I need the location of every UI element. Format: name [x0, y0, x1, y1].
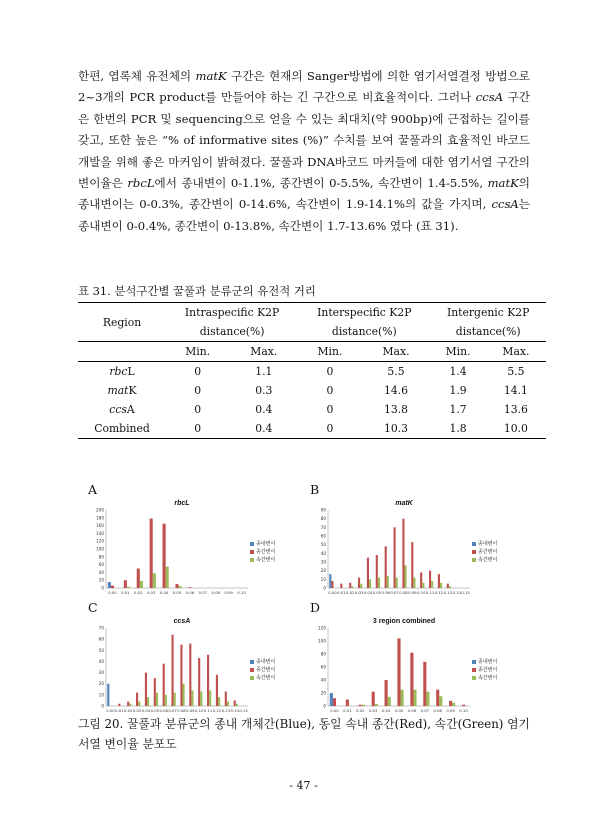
- chart-legend: [472, 540, 497, 564]
- y-tick-label: 90: [320, 507, 326, 513]
- bar: [124, 580, 127, 588]
- y-tick-label: 60: [98, 562, 104, 568]
- chart-svg: [88, 500, 276, 600]
- x-tick-label: 0.09: [224, 590, 233, 595]
- bar: [375, 704, 378, 706]
- x-tick-label: 0.12: [212, 708, 222, 713]
- x-tick-label: 0.08: [177, 708, 186, 713]
- bar: [174, 693, 176, 706]
- x-tick-label: 0.00: [330, 708, 339, 713]
- x-tick-label: 0.06: [159, 708, 168, 713]
- y-tick-label: 120: [318, 625, 326, 631]
- legend-swatch: [472, 558, 476, 562]
- x-tick-label: 0.03: [354, 590, 364, 595]
- chart-title: 3 region combined: [372, 618, 436, 625]
- chart-title: rbcL: [174, 500, 190, 507]
- bar: [440, 583, 442, 588]
- y-tick-label: 0: [101, 585, 104, 591]
- bar: [439, 696, 442, 706]
- bar: [449, 701, 452, 706]
- min-header: Min.: [298, 342, 361, 362]
- x-tick-label: 0.00: [328, 590, 337, 595]
- y-tick-label: 20: [320, 568, 326, 574]
- bar: [378, 578, 380, 588]
- y-tick-label: 80: [320, 516, 326, 522]
- bar: [127, 587, 130, 588]
- bar: [163, 664, 165, 706]
- x-tick-label: 0.15: [461, 590, 470, 595]
- x-tick-label: 0.10: [237, 590, 246, 595]
- bar: [107, 684, 109, 706]
- region-name: Combined: [78, 419, 166, 439]
- cell: 0: [194, 384, 202, 397]
- y-tick-label: 100: [318, 638, 326, 644]
- cell: 0.3: [255, 384, 273, 397]
- y-tick-label: 20: [320, 690, 326, 696]
- y-tick-label: 20: [98, 681, 104, 687]
- y-tick-label: 160: [96, 523, 104, 529]
- cell: 1.7: [449, 403, 467, 416]
- bar: [367, 558, 369, 588]
- legend-swatch: [472, 676, 476, 680]
- x-tick-label: 0.03: [368, 708, 378, 713]
- bar: [127, 702, 129, 706]
- legend-entry: [250, 666, 275, 674]
- x-tick-label: 0.01: [343, 708, 352, 713]
- panel-letter-c: C: [88, 600, 98, 615]
- x-tick-label: 0.07: [420, 708, 430, 713]
- bar: [175, 584, 178, 588]
- bar: [150, 519, 153, 588]
- y-tick-label: 40: [320, 677, 326, 683]
- bar: [183, 684, 185, 706]
- x-tick-label: 0.15: [239, 708, 248, 713]
- bar: [154, 678, 156, 706]
- x-tick-label: 0.03: [132, 708, 142, 713]
- x-tick-label: 0.01: [121, 590, 130, 595]
- x-tick-label: 0.05: [394, 708, 404, 713]
- bar: [180, 645, 182, 706]
- bar: [340, 584, 342, 588]
- table-row: [78, 362, 546, 382]
- y-tick-label: 10: [98, 692, 104, 698]
- bar: [462, 705, 465, 706]
- y-tick-label: 40: [320, 550, 326, 556]
- chart-title: ccsA: [173, 618, 191, 625]
- text-run: 구간은 한번의 PCR 및 sequencing으로 얻을 수 있는 최대치(약 900bp)에 근접하는 길이를 갖고, 또한 높은 “% of informative sites (%)” 수치를 보여 꿀풀과의 효율적인 바코드 개발을 위해 좋은 마커임이 밝혀졌다. 꿀풀과 DNA바코드 마커들에 대한 염기서열 구간의 변이율은: [78, 90, 530, 191]
- text-run: 구간은 현재의 Sanger방법에 의한 염기서열결정 방법으로 2~3개의 PCR product를 만들어야 하는 긴 구간으로 비효율적이다. 그러나: [78, 69, 530, 105]
- legend-swatch: [250, 550, 254, 554]
- legend-entry: [472, 540, 497, 548]
- legend-label: 종간변이: [478, 667, 498, 673]
- bar: [411, 542, 413, 588]
- legend-label: 종간변이: [256, 667, 276, 673]
- bar: [118, 704, 120, 706]
- cell: 13.6: [503, 403, 528, 416]
- intergenic-header: Intergenic K2P: [430, 303, 546, 323]
- y-tick-label: 0: [323, 585, 326, 591]
- y-tick-label: 80: [320, 651, 326, 657]
- legend-swatch: [250, 676, 254, 680]
- bar: [140, 581, 143, 588]
- cell: 0: [298, 362, 361, 382]
- x-tick-label: 0.08: [399, 590, 408, 595]
- interspecific-unit: distance(%): [331, 325, 397, 338]
- bar: [166, 567, 169, 588]
- bar: [385, 680, 388, 706]
- cell: 0.4: [255, 403, 273, 416]
- bar: [234, 700, 236, 706]
- x-tick-label: 0.08: [433, 708, 442, 713]
- bar: [216, 675, 218, 706]
- chart-svg: [88, 618, 276, 718]
- x-tick-label: 0.04: [141, 708, 151, 713]
- region-name: ccsA: [109, 403, 135, 416]
- cell: 5.5: [362, 362, 431, 382]
- histogram-ccsa: [88, 618, 276, 718]
- bar: [108, 582, 111, 588]
- table-row: [78, 381, 546, 400]
- x-tick-label: 0.06: [185, 590, 195, 595]
- legend-label: 종간변이: [256, 549, 276, 555]
- bar: [138, 702, 140, 706]
- x-tick-label: 0.05: [150, 708, 160, 713]
- max-header: Max.: [229, 342, 298, 362]
- cell: 0: [326, 384, 334, 397]
- legend-swatch: [250, 542, 254, 546]
- y-tick-label: 0: [101, 703, 104, 709]
- min-header: Min.: [166, 342, 229, 362]
- legend-label: 종내변이: [256, 541, 276, 547]
- bar: [330, 693, 333, 706]
- x-tick-label: 0.00: [106, 708, 115, 713]
- y-tick-label: 0: [323, 703, 326, 709]
- y-tick-label: 200: [96, 507, 104, 513]
- bar: [429, 571, 431, 588]
- bar: [153, 573, 156, 588]
- table-row: [78, 400, 546, 419]
- legend-entry: [472, 556, 497, 564]
- y-tick-label: 70: [320, 524, 326, 530]
- intraspecific-header: Intraspecific K2P: [166, 303, 298, 323]
- y-tick-label: 10: [320, 576, 326, 582]
- y-tick-label: 40: [98, 569, 104, 575]
- x-tick-label: 0.13: [443, 590, 453, 595]
- bar: [452, 703, 455, 706]
- bar: [156, 693, 158, 706]
- legend-label: 속간변이: [256, 557, 276, 563]
- body-paragraph: [78, 66, 530, 237]
- x-tick-label: 0.01: [115, 708, 124, 713]
- y-tick-label: 60: [98, 636, 104, 642]
- gene-name: matK: [195, 69, 227, 83]
- bar: [179, 586, 182, 588]
- bar: [218, 697, 220, 706]
- legend-entry: [250, 556, 275, 564]
- y-tick-label: 30: [320, 559, 326, 565]
- bar: [136, 693, 138, 706]
- cell: 1.8: [430, 419, 485, 439]
- bar: [198, 658, 200, 706]
- x-tick-label: 0.10: [194, 708, 204, 713]
- x-tick-label: 0.00: [108, 590, 117, 595]
- legend-label: 속간변이: [478, 675, 498, 681]
- figure-caption: 그림 20. 꿀풀과 분류군의 종내 개체간(Blue), 동일 속내 종간(Red), 속간(Green) 염기서열 변이율 분포도: [78, 717, 530, 751]
- bar: [449, 586, 451, 588]
- legend-swatch: [472, 550, 476, 554]
- legend-label: 종내변이: [478, 541, 498, 547]
- cell: 1.1: [229, 362, 298, 382]
- bar: [431, 581, 433, 588]
- legend-label: 속간변이: [256, 675, 276, 681]
- x-tick-label: 0.05: [372, 590, 382, 595]
- y-tick-label: 40: [98, 658, 104, 664]
- bar: [129, 704, 131, 706]
- bar: [422, 583, 424, 588]
- panel-letter-b: B: [310, 482, 320, 497]
- y-tick-label: 50: [320, 542, 326, 548]
- max-header: Max.: [486, 342, 546, 362]
- x-tick-label: 0.04: [159, 590, 169, 595]
- bar: [329, 574, 331, 588]
- cell: 0: [166, 362, 229, 382]
- x-tick-label: 0.01: [337, 590, 346, 595]
- bar: [420, 572, 422, 588]
- bar: [388, 697, 391, 706]
- cell: 0: [298, 419, 361, 439]
- cell: 14.6: [383, 384, 409, 397]
- cell: 5.5: [486, 362, 546, 382]
- bar: [145, 673, 147, 706]
- bar: [200, 692, 202, 706]
- region-name: rbcL: [78, 362, 166, 382]
- gene-name: matK: [487, 176, 519, 191]
- bar: [209, 690, 211, 706]
- x-tick-label: 0.14: [230, 708, 239, 713]
- bar: [372, 692, 375, 706]
- bar: [358, 578, 360, 588]
- y-tick-label: 180: [96, 515, 104, 521]
- cell: 1.9: [449, 384, 467, 397]
- legend-entry: [472, 666, 497, 674]
- x-tick-label: 0.09: [446, 708, 455, 713]
- intergenic-unit: distance(%): [455, 325, 521, 338]
- cell: 0.4: [229, 419, 298, 439]
- legend-swatch: [250, 558, 254, 562]
- bar: [331, 581, 333, 588]
- y-tick-label: 100: [96, 546, 104, 552]
- x-tick-label: 0.04: [363, 590, 373, 595]
- legend-entry: [472, 658, 497, 666]
- y-tick-label: 30: [98, 670, 104, 676]
- table-caption: 표 31. 분석구간별 꿀풀과 분류군의 유전적 거리: [78, 284, 316, 298]
- cell: 0: [194, 403, 202, 416]
- x-tick-label: 0.10: [459, 708, 468, 713]
- bar: [385, 546, 387, 588]
- bar: [405, 565, 407, 588]
- bar: [401, 690, 404, 706]
- x-tick-label: 0.07: [390, 590, 399, 595]
- legend-swatch: [472, 668, 476, 672]
- bar: [393, 527, 395, 588]
- bar: [165, 695, 167, 706]
- x-tick-label: 0.06: [381, 590, 390, 595]
- bar: [360, 584, 362, 588]
- bar: [207, 655, 209, 706]
- x-tick-label: 0.02: [123, 708, 133, 713]
- gene-name: ccsA: [475, 90, 504, 105]
- bar: [359, 705, 362, 706]
- x-tick-label: 0.04: [381, 708, 391, 713]
- cell: 14.1: [503, 384, 528, 397]
- bar: [397, 638, 400, 706]
- bar: [236, 704, 238, 706]
- intraspecific-unit: distance(%): [199, 325, 265, 338]
- legend-label: 종내변이: [478, 659, 498, 665]
- bar: [413, 578, 415, 588]
- bar: [191, 690, 193, 706]
- x-tick-label: 0.06: [407, 708, 417, 713]
- bar: [376, 555, 378, 588]
- cell: 0: [166, 419, 229, 439]
- x-tick-label: 0.09: [186, 708, 195, 713]
- minmax-header-row: [78, 342, 546, 362]
- chart-legend: [472, 658, 497, 682]
- bar: [349, 583, 351, 588]
- cell: 0: [326, 403, 334, 416]
- y-tick-label: 70: [98, 625, 104, 631]
- bar: [362, 705, 365, 706]
- legend-label: 종간변이: [478, 549, 498, 555]
- cell: 10.0: [486, 419, 546, 439]
- y-tick-label: 20: [98, 577, 104, 583]
- x-tick-label: 0.11: [425, 590, 435, 595]
- bar: [402, 519, 404, 588]
- chart-svg: [310, 500, 498, 600]
- legend-swatch: [472, 542, 476, 546]
- x-tick-label: 0.02: [134, 590, 143, 595]
- legend-swatch: [250, 660, 254, 664]
- legend-entry: [250, 658, 275, 666]
- x-tick-label: 0.07: [168, 708, 177, 713]
- x-tick-label: 0.05: [172, 590, 182, 595]
- text-run: 에서 종내변이 0-1.1%, 종간변이 0-5.5%, 속간변이 1.4-5.5%,: [154, 176, 488, 191]
- chart-legend: [250, 540, 275, 564]
- y-tick-label: 50: [98, 647, 104, 653]
- bar: [426, 692, 429, 706]
- bar: [438, 574, 440, 588]
- bar: [171, 635, 173, 706]
- y-tick-label: 80: [98, 554, 104, 560]
- bar: [346, 700, 349, 707]
- x-tick-label: 0.13: [221, 708, 231, 713]
- legend-entry: [250, 548, 275, 556]
- region-name: matK: [107, 384, 137, 397]
- bar: [188, 587, 191, 588]
- x-tick-label: 0.09: [408, 590, 417, 595]
- text-run: 는 종내변이 0-0.4%, 종간변이 0-13.8%, 속간변이 1.7-13.6% 였다 (표 31).: [78, 197, 530, 233]
- legend-label: 종내변이: [256, 659, 276, 665]
- histogram-rbcl: [88, 500, 276, 600]
- histogram-combined: [310, 618, 498, 718]
- chart-legend: [250, 658, 275, 682]
- text-run: 한편, 엽록체 유전체의: [78, 69, 196, 83]
- legend-swatch: [472, 660, 476, 664]
- x-tick-label: 0.07: [198, 590, 208, 595]
- text-run: 의 종내변이는 0-0.3%, 종간변이 0-14.6%, 속간변이 1.9-14.1%의 값을 가지며,: [78, 176, 530, 212]
- legend-entry: [250, 540, 275, 548]
- y-tick-label: 140: [96, 530, 104, 536]
- legend-swatch: [250, 668, 254, 672]
- page-number: - 47 -: [289, 779, 318, 792]
- bar: [163, 524, 166, 588]
- x-tick-label: 0.02: [345, 590, 355, 595]
- x-tick-label: 0.02: [356, 708, 365, 713]
- y-tick-label: 60: [320, 533, 326, 539]
- panel-letter-d: D: [310, 600, 321, 615]
- x-tick-label: 0.10: [416, 590, 426, 595]
- bar: [111, 586, 114, 588]
- bar: [423, 662, 426, 706]
- interspecific-header: Interspecific K2P: [298, 303, 430, 323]
- gene-name: rbcL: [127, 176, 155, 191]
- x-tick-label: 0.03: [146, 590, 156, 595]
- bar: [227, 702, 229, 706]
- bar: [369, 579, 371, 588]
- legend-entry: [472, 548, 497, 556]
- max-header: Max.: [362, 342, 431, 362]
- bar: [447, 584, 449, 588]
- distance-table: [78, 302, 546, 439]
- cell: 10.3: [362, 419, 431, 439]
- bar: [413, 690, 416, 706]
- legend-entry: [472, 674, 497, 682]
- region-header: Region: [78, 303, 166, 342]
- bar: [410, 653, 413, 706]
- chart-svg: [310, 618, 498, 718]
- bar: [396, 578, 398, 588]
- gene-name: ccsA: [491, 197, 519, 212]
- bar: [137, 569, 140, 589]
- min-header: Min.: [430, 342, 485, 362]
- cell: 13.8: [383, 403, 409, 416]
- table-row: [78, 419, 546, 439]
- x-tick-label: 0.11: [203, 708, 213, 713]
- bar: [436, 690, 439, 706]
- histogram-matk: [310, 500, 498, 600]
- bar: [351, 586, 353, 588]
- bar: [189, 644, 191, 706]
- bar: [147, 697, 149, 706]
- panel-letter-a: A: [88, 482, 98, 497]
- chart-title: matK: [395, 500, 413, 507]
- legend-entry: [250, 674, 275, 682]
- legend-label: 속간변이: [478, 557, 498, 563]
- x-tick-label: 0.14: [452, 590, 461, 595]
- x-tick-label: 0.08: [211, 590, 220, 595]
- bar: [225, 692, 227, 706]
- y-tick-label: 60: [320, 664, 326, 670]
- y-tick-label: 120: [96, 538, 104, 544]
- bar: [333, 698, 336, 706]
- x-tick-label: 0.12: [434, 590, 444, 595]
- cell: 1.4: [430, 362, 485, 382]
- bar: [387, 576, 389, 588]
